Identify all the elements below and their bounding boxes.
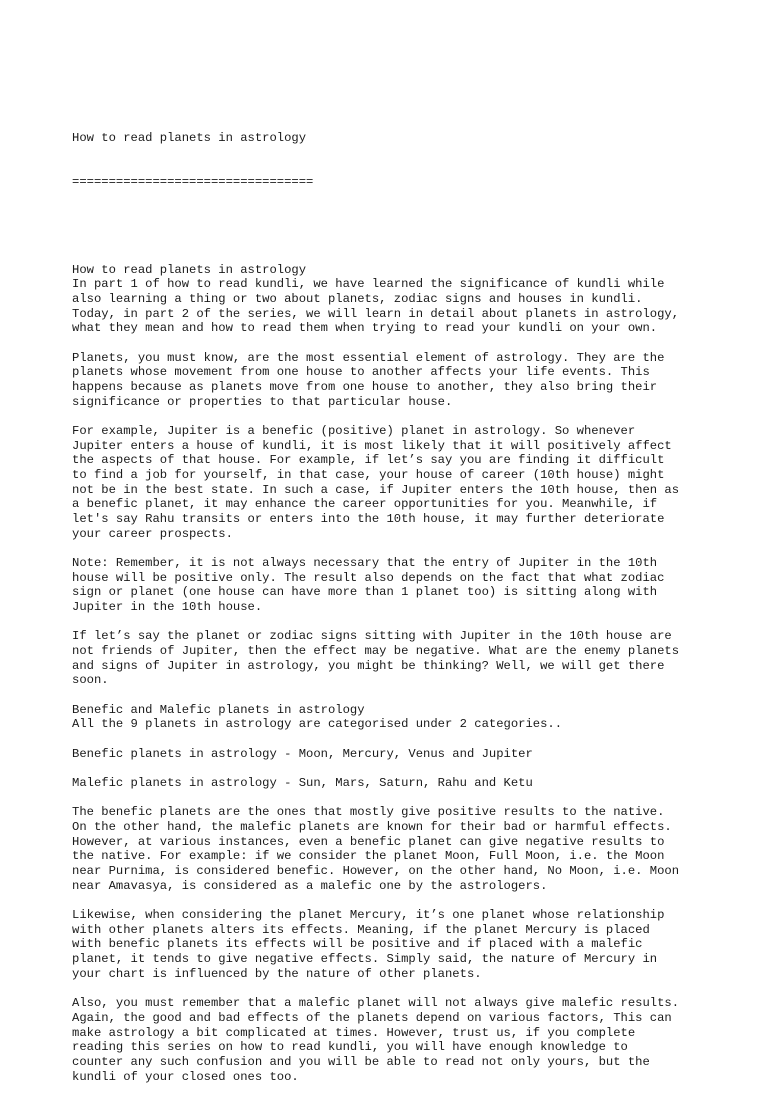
text-line: near Purnima, is considered benefic. However, on the other hand, No Moon, i.e. Moon	[72, 864, 680, 879]
text-line: and signs of Jupiter in astrology, you might be thinking? Well, we will get there	[72, 658, 665, 673]
text-line: Planets, you must know, are the most essential element of astrology. They are the	[72, 350, 665, 365]
paragraph	[72, 747, 712, 762]
text-line: with benefic planets its effects will be positive and if placed with a malefic	[72, 937, 643, 952]
text-line: also learning a thing or two about planets, zodiac signs and houses in kundli.	[72, 292, 643, 307]
paragraph	[72, 556, 712, 615]
document-page	[72, 72, 712, 1114]
text-line: sign or planet (one house can have more than 1 planet too) is sitting along with	[72, 585, 658, 600]
text-line: soon.	[72, 673, 109, 688]
text-line: Note: Remember, it is not always necessary that the entry of Jupiter in the 10th	[72, 556, 658, 571]
text-line: the aspects of that house. For example, if let’s say you are finding it difficult	[72, 453, 665, 468]
text-line: Today, in part 2 of the series, we will learn in detail about planets in astrology,	[72, 306, 680, 321]
text-line: your career prospects.	[72, 526, 233, 541]
text-line: what they mean and how to read them when trying to read your kundli on your own.	[72, 321, 658, 336]
title-underline: =================================	[72, 174, 314, 189]
section-heading: Benefic and Malefic planets in astrology	[72, 702, 365, 717]
text-line: let's say Rahu transits or enters into the 10th house, it may further deteriorate	[72, 512, 665, 527]
text-line: with other planets alters its effects. Meaning, if the planet Mercury is placed	[72, 922, 650, 937]
text-line: kundli of your closed ones too.	[72, 1069, 299, 1084]
paragraph	[72, 629, 712, 688]
text-line: On the other hand, the malefic planets are known for their bad or harmful effects.	[72, 820, 672, 835]
paragraph	[72, 996, 712, 1084]
document-title: How to read planets in astrology	[72, 130, 307, 145]
text-line: Jupiter in the 10th house.	[72, 600, 263, 615]
text-line: Jupiter enters a house of kundli, it is most likely that it will positively affect	[72, 438, 672, 453]
paragraph	[72, 424, 712, 541]
text-line: All the 9 planets in astrology are categorised under 2 categories..	[72, 717, 563, 732]
text-line: If let’s say the planet or zodiac signs sitting with Jupiter in the 10th house are	[72, 629, 672, 644]
text-line: not friends of Jupiter, then the effect may be negative. What are the enemy planets	[72, 644, 680, 659]
text-line: a benefic planet, it may enhance the career opportunities for you. Meanwhile, if	[72, 497, 658, 512]
text-line: your chart is influenced by the nature of other planets.	[72, 966, 482, 981]
text-line: Malefic planets in astrology - Sun, Mars, Saturn, Rahu and Ketu	[72, 776, 533, 791]
paragraph	[72, 776, 712, 791]
text-line: make astrology a bit complicated at times. However, trust us, if you complete	[72, 1025, 636, 1040]
document-body	[72, 263, 712, 1084]
text-line: near Amavasya, is considered as a malefic one by the astrologers.	[72, 878, 548, 893]
text-line: Benefic planets in astrology - Moon, Mercury, Venus and Jupiter	[72, 746, 533, 761]
paragraph	[72, 703, 712, 732]
text-line: planets whose movement from one house to another affects your life events. This	[72, 365, 650, 380]
paragraph	[72, 908, 712, 981]
text-line: Also, you must remember that a malefic planet will not always give malefic results.	[72, 996, 680, 1011]
text-line: Likewise, when considering the planet Mercury, it’s one planet whose relationship	[72, 908, 665, 923]
text-line: For example, Jupiter is a benefic (positive) planet in astrology. So whenever	[72, 424, 636, 439]
paragraph	[72, 351, 712, 410]
text-line: counter any such confusion and you will be able to read not only yours, but the	[72, 1054, 650, 1069]
text-line: not be in the best state. In such a case, if Jupiter enters the 10th house, then as	[72, 482, 680, 497]
text-line: reading this series on how to read kundli, you will have enough knowledge to	[72, 1040, 628, 1055]
text-line: Again, the good and bad effects of the planets depend on various factors, This can	[72, 1010, 672, 1025]
section-heading: How to read planets in astrology	[72, 262, 307, 277]
text-line: However, at various instances, even a benefic planet can give negative results to	[72, 834, 665, 849]
text-line: The benefic planets are the ones that mostly give positive results to the native.	[72, 805, 665, 820]
text-line: the native. For example: if we consider the planet Moon, Full Moon, i.e. the Moon	[72, 849, 665, 864]
text-line: planet, it tends to give negative effects. Simply said, the nature of Mercury in	[72, 952, 658, 967]
text-line: house will be positive only. The result also depends on the fact that what zodiac	[72, 570, 665, 585]
text-line: to find a job for yourself, in that case, your house of career (10th house) might	[72, 468, 665, 483]
text-line: happens because as planets move from one house to another, they also bring their	[72, 380, 658, 395]
text-line: significance or properties to that particular house.	[72, 394, 453, 409]
text-line: In part 1 of how to read kundli, we have learned the significance of kundli while	[72, 277, 665, 292]
paragraph	[72, 263, 712, 336]
paragraph	[72, 805, 712, 893]
document-title-block	[72, 101, 712, 218]
